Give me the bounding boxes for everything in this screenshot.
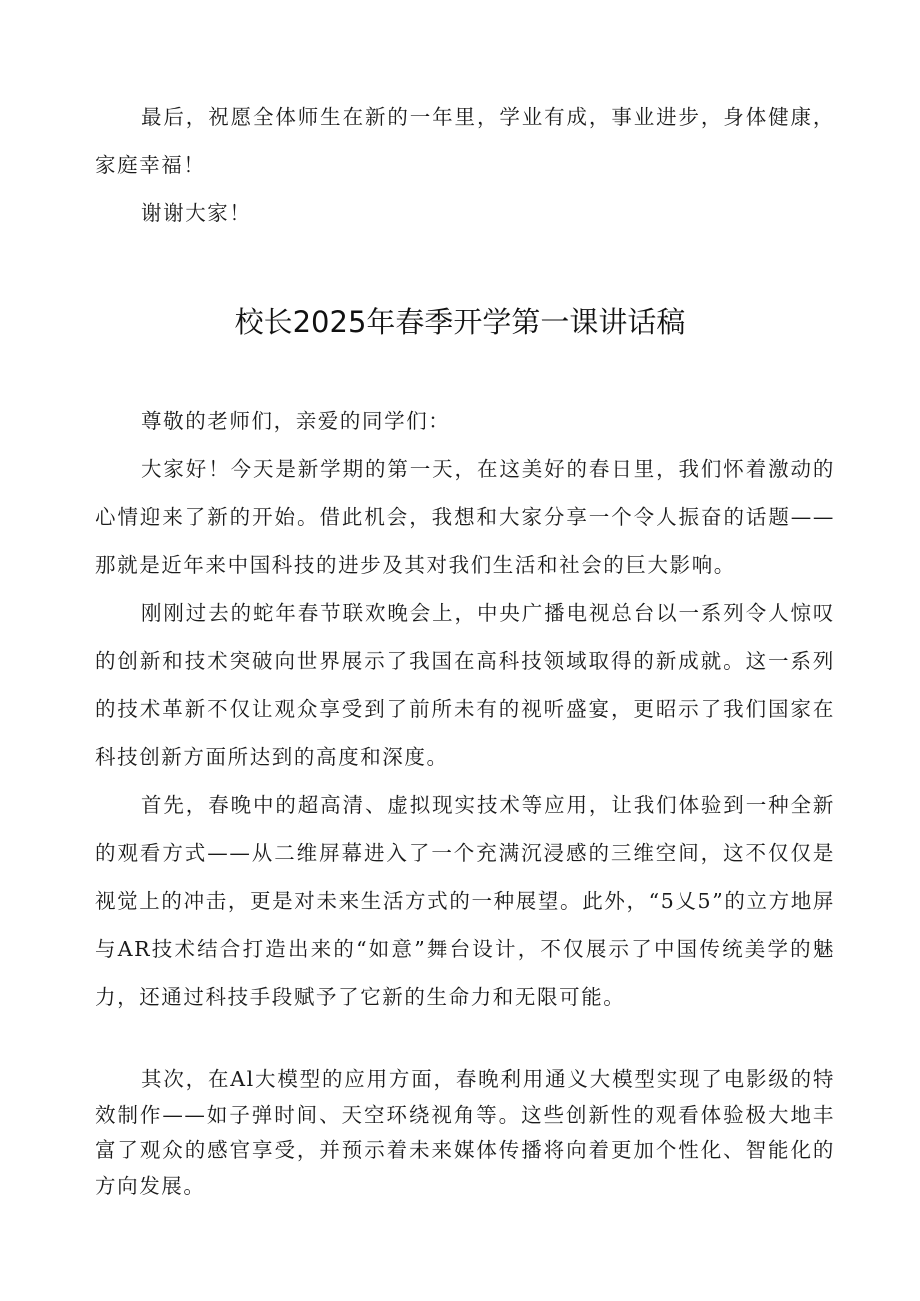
body-paragraph-second: 其次，在Al大模型的应用方面，春晚利用通义大模型实现了电影级的特效制作——如子弹时间、天空环绕视角等。这些创新性的观看体验极大地丰富了观众的感官享受，并预示着未来媒体传播将向着更加个性化、智能化的方向发展。 [95, 1067, 835, 1198]
body-paragraph-first: 首先，春晚中的超高清、虚拟现实技术等应用，让我们体验到一种全新的观看方式——从二维屏幕进入了一个充满沉浸感的三维空间，这不仅仅是视觉上的冲击，更是对未来生活方式的一种展望。此外，“5乂5”的立方地屏与AR技术结合打造出来的“如意”舞台设计，不仅展示了中国传统美学的魅力，还通过科技手段赋予了它新的生命力和无限可能。 [95, 793, 835, 1009]
body-paragraph-greeting: 大家好！今天是新学期的第一天，在这美好的春日里，我们怀着激动的心情迎来了新的开始。借此机会，我想和大家分享一个令人振奋的话题——那就是近年来中国科技的进步及其对我们生活和社会的巨大影响。 [95, 457, 835, 577]
salutation: 尊敬的老师们，亲爱的同学们： [141, 409, 451, 433]
document-title: 校长2025年春季开学第一课讲话稿 [234, 305, 686, 339]
closing-wish-paragraph: 最后，祝愿全体师生在新的一年里，学业有成，事业进步，身体健康，家庭幸福！ [95, 105, 835, 177]
closing-thanks-paragraph: 谢谢大家！ [141, 201, 252, 225]
body-paragraph-gala: 刚刚过去的蛇年春节联欢晚会上，中央广播电视总台以一系列令人惊叹的创新和技术突破向世界展示了我国在高科技领域取得的新成就。这一系列的技术革新不仅让观众享受到了前所未有的视听盛宴，更昭示了我们国家在科技创新方面所达到的高度和深度。 [95, 601, 835, 769]
